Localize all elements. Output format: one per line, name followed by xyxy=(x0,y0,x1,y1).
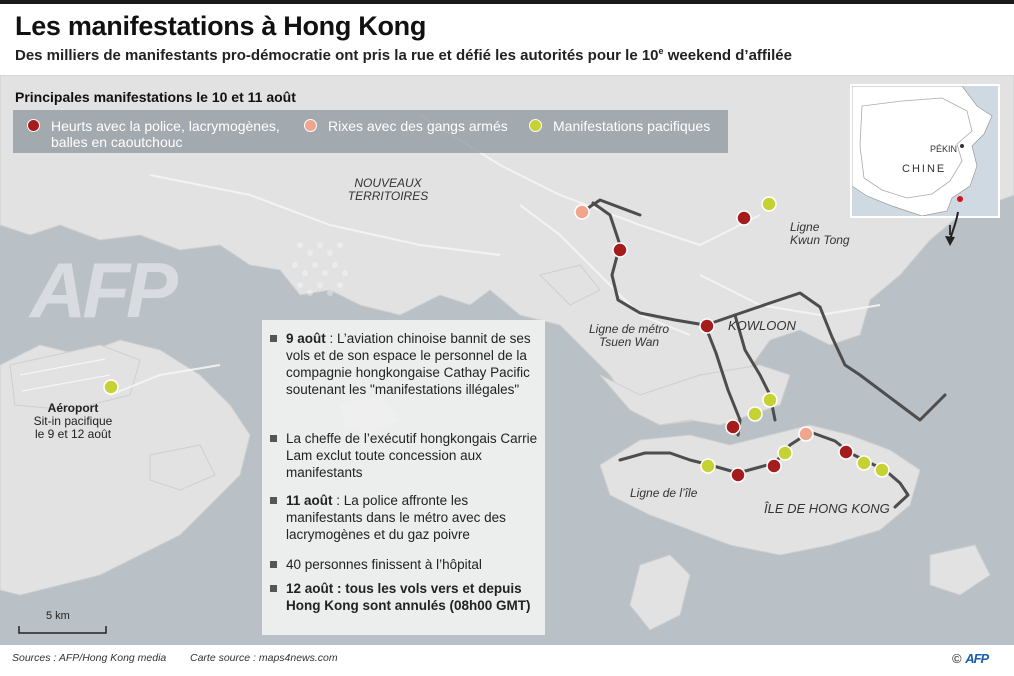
label-kowloon: KOWLOON xyxy=(728,318,796,333)
marker-peaceful-kowloon-1 xyxy=(763,393,777,407)
marker-clash-island-3 xyxy=(839,445,853,459)
info-item-carrie-lam: La cheffe de l’exécutif hongkongais Carrie Lam exclut toute concession aux manifestants xyxy=(270,430,540,481)
china-inset-map xyxy=(850,84,1000,218)
section-title: Principales manifestations le 10 et 11 août xyxy=(15,89,296,105)
label-new-territories: NOUVEAUX TERRITOIRES xyxy=(347,176,429,203)
legend-label-gang: Rixes avec des gangs armés xyxy=(328,118,508,134)
map-source: Carte source : maps4news.com xyxy=(190,652,338,664)
afp-logo: AFP xyxy=(965,651,989,666)
afp-copyright xyxy=(952,651,988,666)
label-beijing: PÉKIN xyxy=(930,144,958,154)
legend-dot-gang xyxy=(304,119,317,132)
scale-line xyxy=(18,625,108,635)
marker-clash-tsuen-wan xyxy=(613,243,627,257)
marker-gang-island xyxy=(799,427,813,441)
afp-watermark: AFP xyxy=(30,246,174,334)
beijing-dot xyxy=(960,144,964,148)
label-hk-island: ÎLE DE HONG KONG xyxy=(764,501,890,516)
copyright-symbol: © xyxy=(952,651,962,666)
marker-peaceful-kowloon-2 xyxy=(748,407,762,421)
land-lamma xyxy=(630,555,690,630)
legend-label-peaceful: Manifestations pacifiques xyxy=(553,118,711,134)
hong-kong-dot xyxy=(957,196,963,202)
label-kwun-tong-line: Ligne Kwun Tong xyxy=(790,220,850,247)
inset-pointer-arrow xyxy=(940,210,970,250)
scale-bar xyxy=(18,610,108,640)
marker-clash-harbour xyxy=(726,420,740,434)
china-inset-svg xyxy=(852,86,1000,218)
china-landmass xyxy=(852,86,992,216)
subtitle-sup: e xyxy=(658,46,664,56)
info-item-aug9: 9 août : L’aviation chinoise bannit de ses vols et de son espace le personnel de la compagnie hongkongaise Cathay Pacific soutenant les "manifestations illégales" xyxy=(270,330,540,398)
marker-clash-island-2 xyxy=(767,459,781,473)
marker-peaceful-airport xyxy=(104,380,118,394)
bullet-square xyxy=(270,335,277,342)
label-island-line: Ligne de l’île xyxy=(630,486,698,500)
marker-clash-ne-1 xyxy=(737,211,751,225)
marker-peaceful-island-4 xyxy=(875,463,889,477)
sources: Sources : AFP/Hong Kong media xyxy=(12,652,167,664)
info-item-aug12: 12 août : tous les vols vers et depuis Hong Kong sont annulés (08h00 GMT) xyxy=(270,580,540,614)
label-tsuen-wan-line: Ligne de métro Tsuen Wan xyxy=(589,322,670,349)
info-item-hospital: 40 personnes finissent à l’hôpital xyxy=(270,556,540,573)
bullet-square xyxy=(270,585,277,592)
marker-peaceful-island-1 xyxy=(701,459,715,473)
scale-label: 5 km xyxy=(46,610,70,622)
marker-clash-kowloon xyxy=(700,319,714,333)
subtitle-tail: weekend d’affilée xyxy=(663,47,792,64)
bullet-square xyxy=(270,497,277,504)
label-china: CHINE xyxy=(902,163,947,175)
top-rule xyxy=(0,0,1014,4)
events-infobox xyxy=(262,320,545,635)
marker-peaceful-island-3 xyxy=(857,456,871,470)
page-title: Les manifestations à Hong Kong xyxy=(15,11,427,41)
bullet-square xyxy=(270,561,277,568)
bullet-square xyxy=(270,435,277,442)
legend-label-clash: Heurts avec la police, lacrymogènes, balles en caoutchouc xyxy=(51,118,280,150)
land-islet-3 xyxy=(930,545,990,595)
marker-peaceful-island-2 xyxy=(778,446,792,460)
marker-clash-island-1 xyxy=(731,468,745,482)
legend xyxy=(13,110,728,153)
subtitle-main: Des milliers de manifestants pro-démocratie ont pris la rue et défié les autorités pour le 10 xyxy=(15,47,659,64)
legend-dot-peaceful xyxy=(529,119,542,132)
legend-dot-clash xyxy=(27,119,40,132)
marker-gang-tsuen-wan xyxy=(575,205,589,219)
page-subtitle xyxy=(15,46,792,64)
label-airport: Aéroport Sit-in pacifique le 9 et 12 août xyxy=(33,401,113,441)
info-item-aug11: 11 août : La police affronte les manifestants dans le métro avec des lacrymogènes et du gaz poivre xyxy=(270,492,540,543)
marker-peaceful-ne-1 xyxy=(762,197,776,211)
